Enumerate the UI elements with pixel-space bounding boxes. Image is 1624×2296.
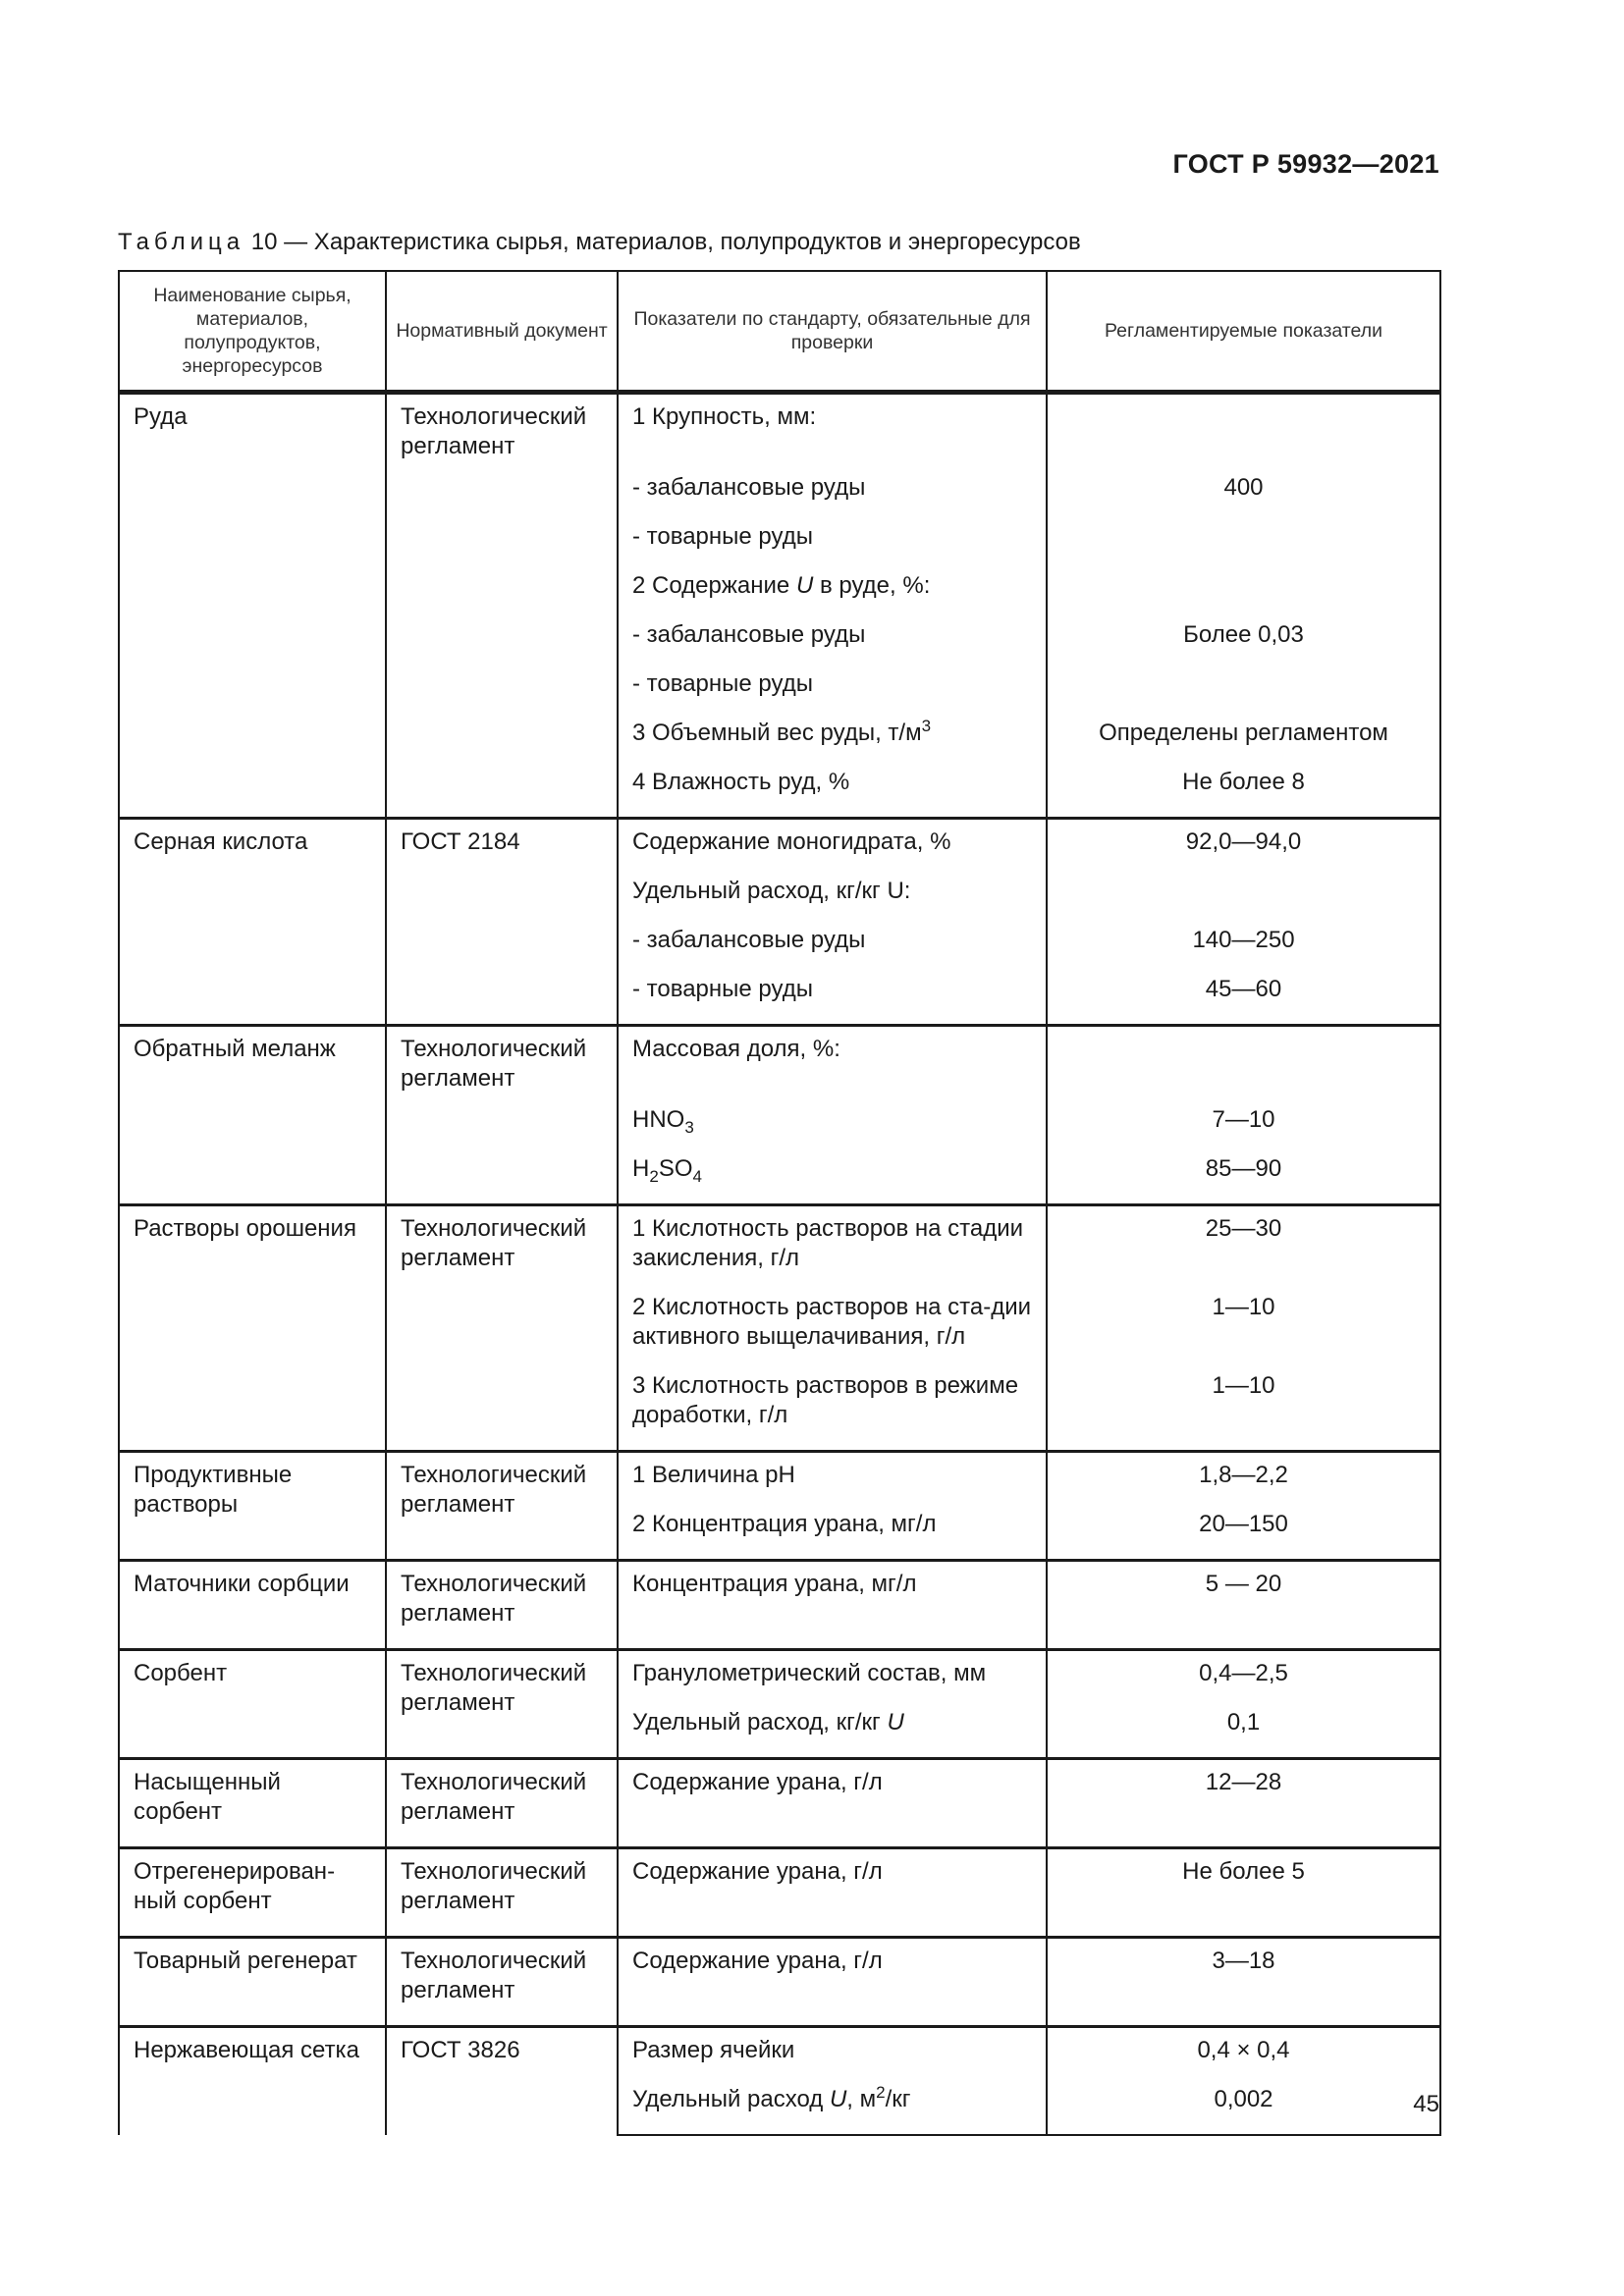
material-name: Отрегенерирован-ный сорбент <box>119 1848 386 1938</box>
regulated-value: 0,1 <box>1047 1708 1440 1759</box>
indicator: Удельный расход, кг/кг U <box>618 1708 1047 1759</box>
indicator: - товарные руды <box>618 669 1047 719</box>
indicator: 1 Крупность, мм: <box>618 393 1047 473</box>
indicator: - товарные руды <box>618 975 1047 1026</box>
caption-text: 10 — Характеристика сырья, материалов, полупродуктов и энергоресурсов <box>244 229 1081 255</box>
page-number: 45 <box>1413 2091 1439 2117</box>
table-row <box>119 1650 1440 1709</box>
regulated-value: 0,4—2,5 <box>1047 1650 1440 1709</box>
header-document: Нормативный документ <box>386 271 618 393</box>
normative-document: Технологический регламент <box>386 1938 618 2027</box>
indicator: 2 Кислотность растворов на ста-дии активного выщелачивания, г/л <box>618 1293 1047 1371</box>
regulated-value <box>1047 669 1440 719</box>
indicator: Содержание урана, г/л <box>618 1759 1047 1848</box>
indicator: Удельный расход, кг/кг U: <box>618 877 1047 926</box>
header-indicators: Показатели по стандарту, обязательные для проверки <box>618 271 1047 393</box>
document-code: ГОСТ Р 59932—2021 <box>1172 149 1439 179</box>
table-row <box>119 1452 1440 1511</box>
normative-document: Технологический регламент <box>386 1759 618 1848</box>
table-header-row <box>119 271 1440 393</box>
material-name: Серная кислота <box>119 818 386 1025</box>
indicator: 1 Кислотность растворов на стадии закисления, г/л <box>618 1205 1047 1294</box>
normative-document: Технологический регламент <box>386 1561 618 1650</box>
regulated-value: 92,0—94,0 <box>1047 818 1440 877</box>
normative-document: Технологический регламент <box>386 1848 618 1938</box>
regulated-value: Не более 5 <box>1047 1848 1440 1938</box>
header-material: Наименование сырья, материалов, полупродуктов, энергоресурсов <box>119 271 386 393</box>
indicator: 3 Объемный вес руды, $т/м^3$ <box>618 719 1047 768</box>
indicator: 2 Содержание U в руде, %: <box>618 571 1047 620</box>
indicator: Удельный расход U, $м^2/кг$ <box>618 2085 1047 2135</box>
material-name: Товарный регенерат <box>119 1938 386 2027</box>
header-regulated: Регламентируемые показатели <box>1047 271 1440 393</box>
regulated-value: 20—150 <box>1047 1510 1440 1561</box>
regulated-value: 25—30 <box>1047 1205 1440 1294</box>
indicator: $H_2SO_4$ <box>618 1154 1047 1205</box>
indicator: 1 Величина рН <box>618 1452 1047 1511</box>
regulated-value: 85—90 <box>1047 1154 1440 1205</box>
regulated-value: 12—28 <box>1047 1759 1440 1848</box>
normative-document: ГОСТ 2184 <box>386 818 618 1025</box>
indicator: Гранулометрический состав, мм <box>618 1650 1047 1709</box>
indicator: - товарные руды <box>618 522 1047 571</box>
material-name: Руда <box>119 393 386 819</box>
material-name: Нержавеющая сетка <box>119 2027 386 2136</box>
regulated-value: Определены регламентом <box>1047 719 1440 768</box>
material-name: Продуктивные растворы <box>119 1452 386 1561</box>
caption-label: Таблица <box>118 229 245 255</box>
indicator: Содержание урана, г/л <box>618 1938 1047 2027</box>
regulated-value: 1,8—2,2 <box>1047 1452 1440 1511</box>
indicator: Содержание урана, г/л <box>618 1848 1047 1938</box>
regulated-value: Более 0,03 <box>1047 620 1440 669</box>
regulated-value: 5 — 20 <box>1047 1561 1440 1650</box>
material-name: Маточники сорбции <box>119 1561 386 1650</box>
indicator: - забалансовые руды <box>618 926 1047 975</box>
regulated-value: Не более 8 <box>1047 768 1440 819</box>
regulated-value <box>1047 571 1440 620</box>
table-row <box>119 1205 1440 1294</box>
indicator: $HNO_3$ <box>618 1105 1047 1154</box>
indicator: - забалансовые руды <box>618 620 1047 669</box>
indicator: Концентрация урана, мг/л <box>618 1561 1047 1650</box>
material-name: Растворы орошения <box>119 1205 386 1452</box>
indicator: - забалансовые руды <box>618 473 1047 522</box>
regulated-value: 7—10 <box>1047 1105 1440 1154</box>
regulated-value: 1—10 <box>1047 1371 1440 1452</box>
material-name: Насыщенный сорбент <box>119 1759 386 1848</box>
regulated-value <box>1047 1025 1440 1105</box>
normative-document: Технологический регламент <box>386 393 618 819</box>
table-row <box>119 1759 1440 1848</box>
normative-document: Технологический регламент <box>386 1650 618 1759</box>
normative-document: ГОСТ 3826 <box>386 2027 618 2136</box>
indicator: 2 Концентрация урана, мг/л <box>618 1510 1047 1561</box>
regulated-value <box>1047 522 1440 571</box>
table-row <box>119 1025 1440 1105</box>
table-row <box>119 2027 1440 2086</box>
table-row <box>119 818 1440 877</box>
regulated-value: 400 <box>1047 473 1440 522</box>
indicator: 4 Влажность руд, % <box>618 768 1047 819</box>
material-name: Обратный меланж <box>119 1025 386 1205</box>
table-row <box>119 1848 1440 1938</box>
indicator: 3 Кислотность растворов в режиме доработки, г/л <box>618 1371 1047 1452</box>
regulated-value: 1—10 <box>1047 1293 1440 1371</box>
regulated-value: 140—250 <box>1047 926 1440 975</box>
table-caption <box>118 229 1081 256</box>
indicator: Массовая доля, %: <box>618 1025 1047 1105</box>
normative-document: Технологический регламент <box>386 1452 618 1561</box>
regulated-value: 0,4 × 0,4 <box>1047 2027 1440 2086</box>
table-row <box>119 393 1440 473</box>
indicator: Содержание моногидрата, % <box>618 818 1047 877</box>
material-name: Сорбент <box>119 1650 386 1759</box>
regulated-value <box>1047 877 1440 926</box>
table-row <box>119 1938 1440 2027</box>
raw-materials-table <box>118 270 1441 2136</box>
indicator: Размер ячейки <box>618 2027 1047 2086</box>
normative-document: Технологический регламент <box>386 1205 618 1452</box>
regulated-value: 3—18 <box>1047 1938 1440 2027</box>
table-row <box>119 1561 1440 1650</box>
regulated-value <box>1047 393 1440 473</box>
normative-document: Технологический регламент <box>386 1025 618 1205</box>
regulated-value: 0,002 <box>1047 2085 1440 2135</box>
regulated-value: 45—60 <box>1047 975 1440 1026</box>
